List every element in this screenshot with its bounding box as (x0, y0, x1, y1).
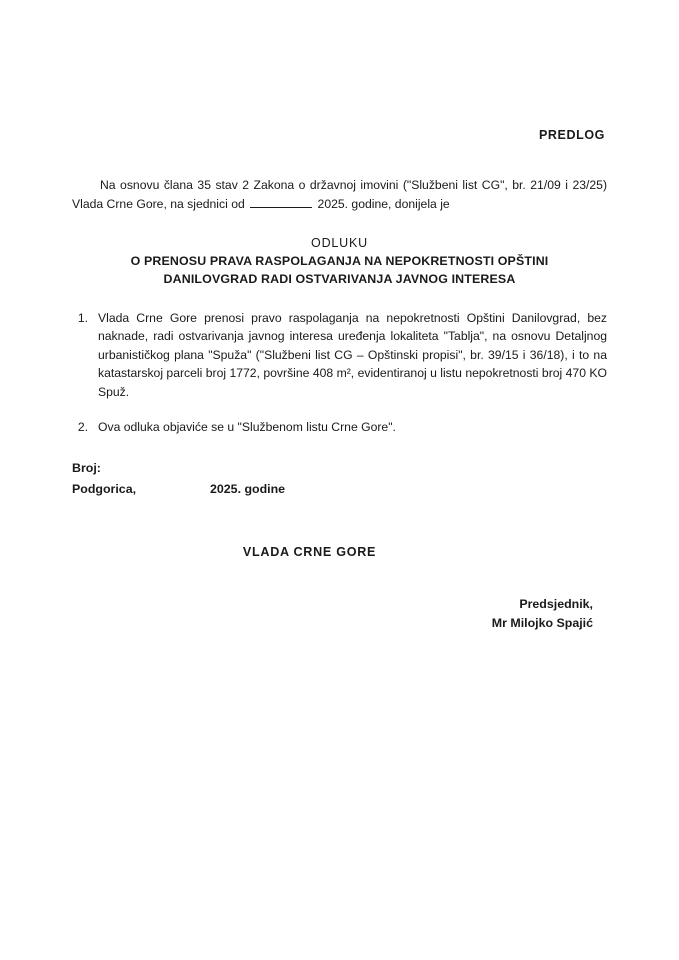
document-title-block (72, 236, 607, 289)
title-main-line-1: O PRENOSU PRAVA RASPOLAGANJA NA NEPOKRETNOSTI OPŠTINI (130, 253, 549, 268)
list-item (72, 309, 607, 402)
meta-row-place-date (72, 479, 607, 499)
title-main (72, 253, 607, 289)
preamble-paragraph (72, 176, 607, 214)
list-item-text: Ova odluka objaviće se u "Službenom listu Crne Gore". (98, 419, 396, 434)
meta-row-number (72, 458, 607, 478)
signer-name: Mr Milojko Spajić (491, 615, 593, 630)
document-meta (72, 458, 607, 499)
meta-label-broj: Broj: (72, 461, 101, 476)
date-blank-field[interactable] (250, 196, 312, 208)
list-item (72, 418, 607, 437)
list-item-text: Vlada Crne Gore prenosi pravo raspolaganja na nepokretnosti Opštini Danilovgrad, bez naknade, radi ostvarivanja javnog interesa uređenja lokaliteta "Tablja", na osnovu Detaljnog urbanističkog plana "Spuža" ("Službeni list CG – Opštinski propisi", br. 39/15 i 36/18), i to na katastarskoj parceli broj 1772, površine 408 m², evidentiranoj u listu nepokretnosti broj 470 KO Spuž. (98, 310, 607, 399)
signature-block (72, 595, 607, 632)
meta-label-place: Podgorica, (72, 481, 137, 496)
meta-value-date: 2025. godine (210, 481, 286, 496)
title-main-line-2: DANILOVGRAD RADI OSTVARIVANJA JAVNOG INTERESA (163, 271, 516, 286)
list-item-number: 1. (77, 310, 88, 325)
list-item-number: 2. (77, 419, 88, 434)
preamble-line-2: i 23/25) Vlada Crne Gore, na sjednici od (72, 178, 608, 211)
document-header-label: PREDLOG (538, 128, 605, 142)
title-odluku: ODLUKU (311, 235, 368, 250)
document-content (72, 0, 607, 632)
numbered-list (72, 309, 607, 436)
signer-title: Predsjednik, (519, 597, 593, 611)
signature-organization: VLADA CRNE GORE (242, 545, 377, 559)
preamble-line-3: 2025. godine, donijela je (314, 196, 450, 211)
preamble-line-1: Na osnovu člana 35 stav 2 Zakona o državnoj imovini ("Službeni list CG", br. 21/09 (100, 178, 561, 192)
